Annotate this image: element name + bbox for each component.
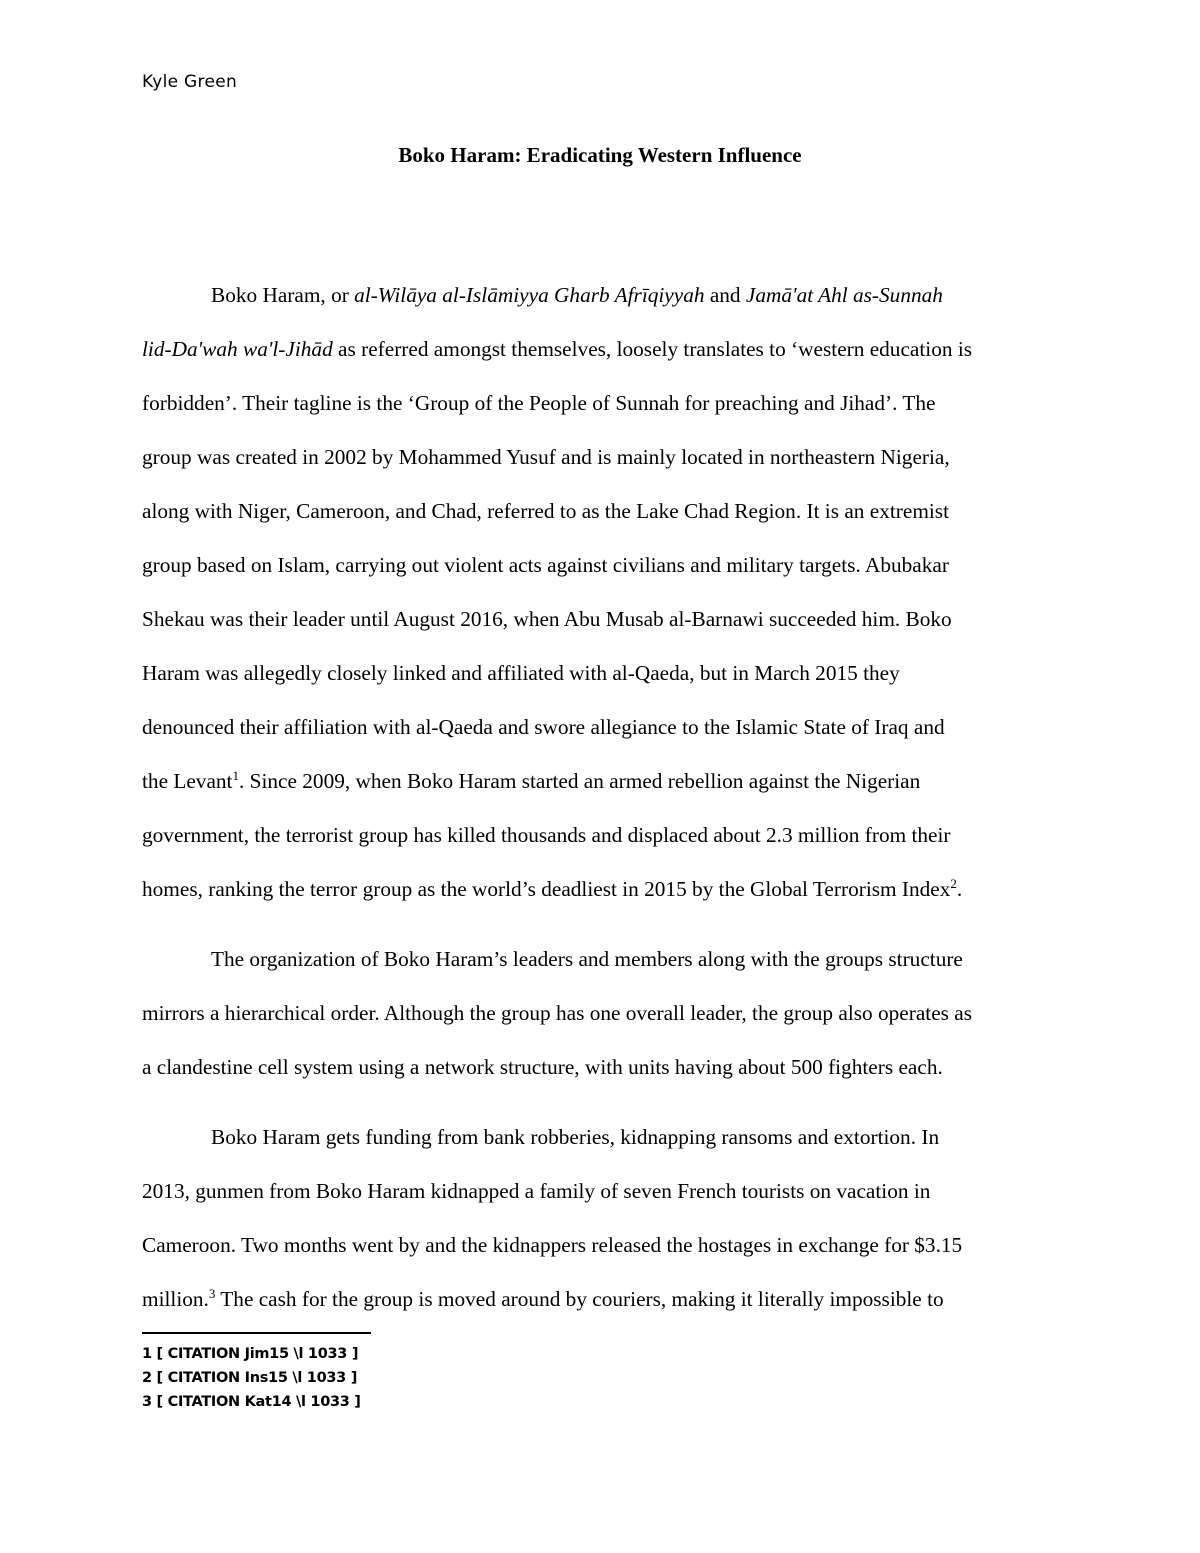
paragraph-spacing [142, 916, 1060, 932]
text-run: . [956, 877, 963, 901]
footnote-2: 2 [ CITATION Ins15 \l 1033 ] [142, 1370, 358, 1386]
page-header-author: Kyle Green [142, 72, 238, 92]
footnote-3: 3 [ CITATION Kat14 \l 1033 ] [142, 1394, 361, 1410]
text-run: million. [142, 1287, 209, 1311]
footnotes [142, 1342, 361, 1414]
body-line: forbidden’. Their tagline is the ‘Group of the People of Sunnah for preaching and Jihad’. The [142, 391, 936, 415]
body-line: group based on Islam, carrying out violent acts against civilians and military targets. Abubakar [142, 553, 949, 577]
italic-text: Jamā'at Ahl as-Sunnah [745, 283, 943, 307]
italic-text: lid-Da'wah wa'l-Jihād [142, 337, 333, 361]
body-line: 2013, gunmen from Boko Haram kidnapped a family of seven French tourists on vacation in [142, 1179, 931, 1203]
text-run: . Since 2009, when Boko Haram started an armed rebellion against the Nigerian [238, 769, 921, 793]
footnote-reference[interactable]: 3 [208, 1286, 216, 1301]
body-line: mirrors a hierarchical order. Although the group has one overall leader, the group also operates as [142, 1001, 973, 1025]
body-line: The organization of Boko Haram’s leaders and members along with the groups structure [211, 947, 963, 971]
footnote-1: 1 [ CITATION Jim15 \l 1033 ] [142, 1346, 359, 1362]
body-line: a clandestine cell system using a network structure, with units having about 500 fighters each. [142, 1055, 943, 1079]
paragraph-3 [142, 1110, 1060, 1326]
body-line [142, 1272, 1060, 1326]
paragraph-spacing [142, 1094, 1060, 1110]
body-line: government, the terrorist group has killed thousands and displaced about 2.3 million from their [142, 823, 951, 847]
body-line [142, 268, 1060, 322]
footnote-reference[interactable]: 1 [232, 768, 239, 783]
text-run: The cash for the group is moved around by couriers, making it literally impossible to [215, 1287, 944, 1311]
footnote-reference[interactable]: 2 [950, 876, 957, 891]
text-run: Boko Haram, or [211, 283, 355, 307]
body-line: Haram was allegedly closely linked and affiliated with al-Qaeda, but in March 2015 they [142, 661, 900, 685]
paragraph-2 [142, 932, 1060, 1094]
body-line [142, 754, 1060, 808]
document-body [142, 268, 1060, 1326]
text-run: the Levant [142, 769, 233, 793]
body-line: Shekau was their leader until August 2016, when Abu Musab al-Barnawi succeeded him. Boko [142, 607, 952, 631]
body-line: Boko Haram gets funding from bank robberies, kidnapping ransoms and extortion. In [211, 1125, 940, 1149]
body-line: denounced their affiliation with al-Qaeda and swore allegiance to the Islamic State of Iraq and [142, 715, 945, 739]
body-line [142, 322, 1060, 376]
text-run: and [704, 283, 746, 307]
document-title: Boko Haram: Eradicating Western Influence [398, 143, 802, 167]
body-line [142, 862, 1060, 916]
text-run: homes, ranking the terror group as the world’s deadliest in 2015 by the Global Terrorism Index [142, 877, 951, 901]
body-line: along with Niger, Cameroon, and Chad, referred to as the Lake Chad Region. It is an extremist [142, 499, 950, 523]
italic-text: al-Wilāya al-Islāmiyya Gharb Afrīqiyyah [354, 283, 705, 307]
body-line: group was created in 2002 by Mohammed Yusuf and is mainly located in northeastern Nigeria, [142, 445, 950, 469]
text-run: as referred amongst themselves, loosely translates to ‘western education is [332, 337, 973, 361]
body-line: Cameroon. Two months went by and the kidnappers released the hostages in exchange for $3.15 [142, 1233, 963, 1257]
footnote-separator [142, 1332, 371, 1334]
paragraph-1 [142, 268, 1060, 916]
